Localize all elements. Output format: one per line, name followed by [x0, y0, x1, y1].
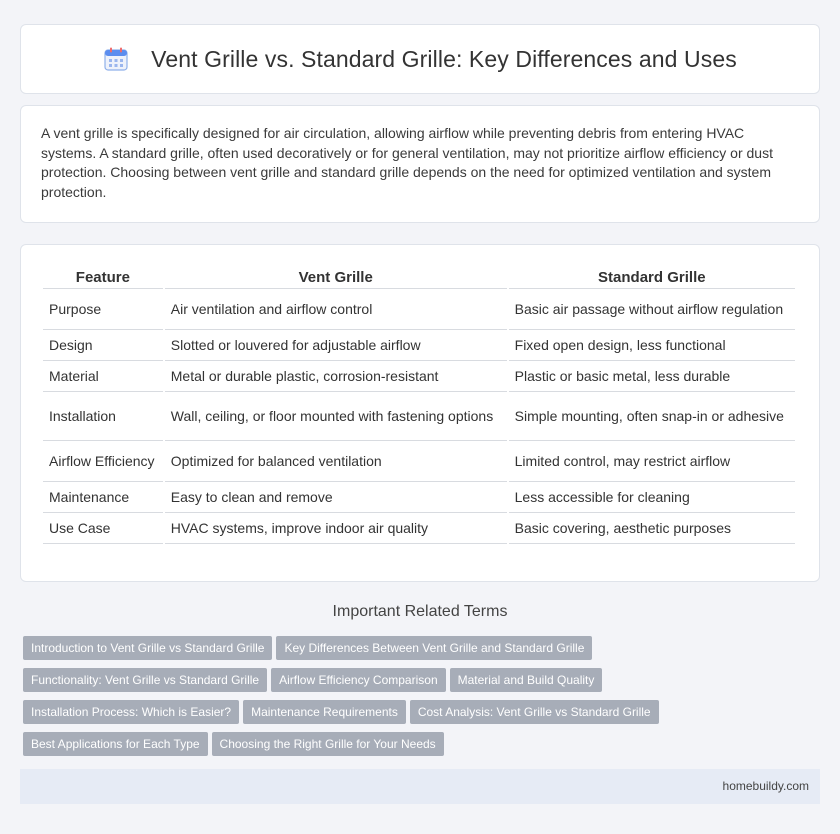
- related-term-tag[interactable]: Best Applications for Each Type: [23, 732, 208, 756]
- related-terms-title: Important Related Terms: [332, 603, 508, 620]
- related-term-tag[interactable]: Choosing the Right Grille for Your Needs: [212, 732, 444, 756]
- feature-cell: Airflow Efficiency: [43, 441, 163, 482]
- comparison-card: [20, 244, 820, 582]
- feature-cell: Design: [43, 330, 163, 361]
- standard-cell: Fixed open design, less functional: [509, 330, 795, 361]
- vent-cell: Easy to clean and remove: [165, 482, 507, 513]
- vent-cell: Metal or durable plastic, corrosion-resistant: [165, 361, 507, 392]
- footer-site-link[interactable]: homebuildy.com: [722, 779, 809, 793]
- vent-cell: Optimized for balanced ventilation: [165, 441, 507, 482]
- footer: [20, 769, 820, 804]
- header-feature: Feature: [43, 263, 163, 289]
- vent-cell: Wall, ceiling, or floor mounted with fastening options: [165, 392, 507, 441]
- standard-cell: Less accessible for cleaning: [509, 482, 795, 513]
- related-term-tag[interactable]: Cost Analysis: Vent Grille vs Standard Grille: [410, 700, 659, 724]
- table-row: [43, 482, 795, 513]
- standard-cell: Simple mounting, often snap-in or adhesive: [509, 392, 795, 441]
- table-row: [43, 513, 795, 544]
- feature-cell: Purpose: [43, 289, 163, 330]
- feature-cell: Maintenance: [43, 482, 163, 513]
- vent-cell: HVAC systems, improve indoor air quality: [165, 513, 507, 544]
- table-row: [43, 330, 795, 361]
- table-row: [43, 361, 795, 392]
- related-term-tag[interactable]: Installation Process: Which is Easier?: [23, 700, 239, 724]
- related-term-tag[interactable]: Airflow Efficiency Comparison: [271, 668, 446, 692]
- feature-cell: Material: [43, 361, 163, 392]
- related-term-tag[interactable]: Maintenance Requirements: [243, 700, 406, 724]
- related-term-tag[interactable]: Key Differences Between Vent Grille and Standard Grille: [276, 636, 592, 660]
- related-term-tag[interactable]: Introduction to Vent Grille vs Standard Grille: [23, 636, 272, 660]
- intro-text: A vent grille is specifically designed for air circulation, allowing airflow while preventing debris from entering HVAC systems. A standard grille, often used decoratively or for general ventilation, may not prioritize airflow efficiency or dust protection. Choosing between vent grille and standard grille depends on the need for optimized ventilation and system protection.: [41, 125, 773, 200]
- page-title: Vent Grille vs. Standard Grille: Key Differences and Uses: [151, 45, 737, 72]
- vent-cell: Slotted or louvered for adjustable airflow: [165, 330, 507, 361]
- calendar-icon: [103, 46, 129, 72]
- comparison-table: [41, 263, 797, 544]
- table-row: [43, 289, 795, 330]
- feature-cell: Installation: [43, 392, 163, 441]
- feature-cell: Use Case: [43, 513, 163, 544]
- table-row: [43, 392, 795, 441]
- related-term-tag[interactable]: Functionality: Vent Grille vs Standard Grille: [23, 668, 267, 692]
- vent-cell: Air ventilation and airflow control: [165, 289, 507, 330]
- standard-cell: Plastic or basic metal, less durable: [509, 361, 795, 392]
- header-card: [20, 24, 820, 94]
- related-term-tag[interactable]: Material and Build Quality: [450, 668, 603, 692]
- standard-cell: Basic covering, aesthetic purposes: [509, 513, 795, 544]
- standard-cell: Basic air passage without airflow regulation: [509, 289, 795, 330]
- standard-cell: Limited control, may restrict airflow: [509, 441, 795, 482]
- table-header-row: [43, 263, 795, 289]
- related-terms-list: [23, 636, 823, 764]
- header-vent-grille: Vent Grille: [165, 263, 507, 289]
- table-row: [43, 441, 795, 482]
- header-standard-grille: Standard Grille: [509, 263, 795, 289]
- intro-card: [20, 105, 820, 223]
